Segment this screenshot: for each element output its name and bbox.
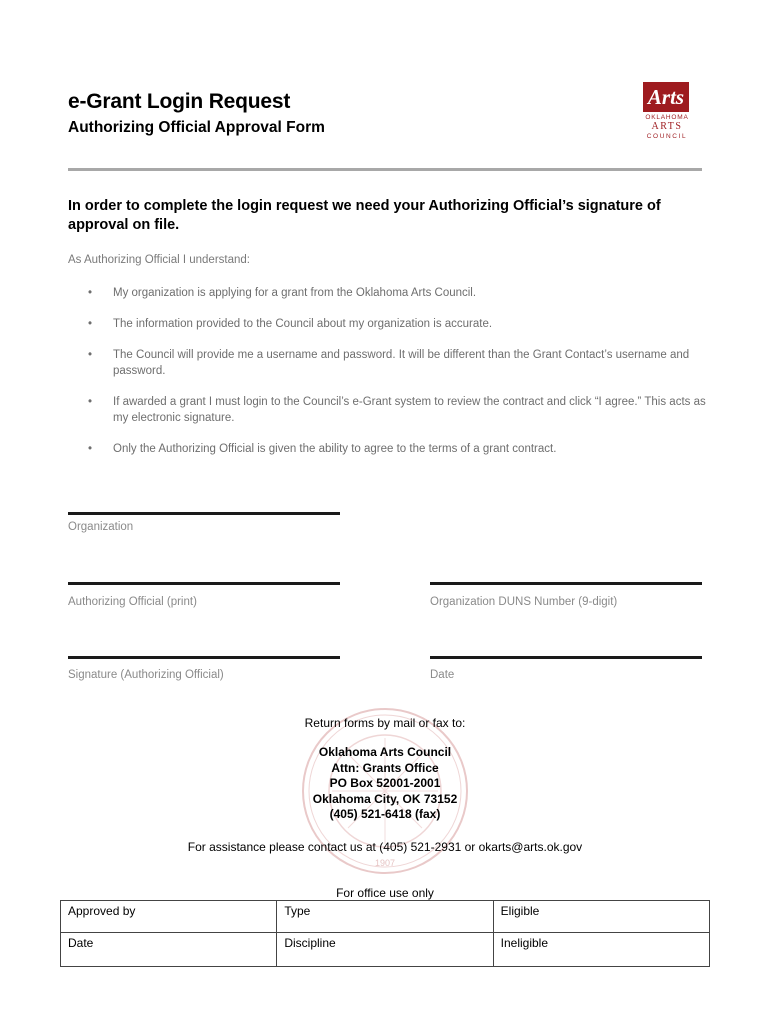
table-row <box>61 933 710 967</box>
assistance-contact: For assistance please contact us at (405) 521-2931 or okarts@arts.ok.gov <box>187 840 583 854</box>
intro-lead: As Authorizing Official I understand: <box>68 254 250 266</box>
office-cell-type[interactable]: Type <box>277 901 493 933</box>
list-item: • If awarded a grant I must login to the Council’s e-Grant system to review the contract and click “I agree.” This acts as my electronic signature. <box>88 394 708 426</box>
page-title: e-Grant Login Request <box>68 90 291 113</box>
address-line: Oklahoma Arts Council <box>318 745 452 759</box>
header-divider <box>68 168 702 171</box>
office-cell-discipline[interactable]: Discipline <box>277 933 493 967</box>
address-line: Oklahoma City, OK 73152 <box>312 791 458 806</box>
organization-label: Organization <box>68 521 134 533</box>
organization-field[interactable] <box>68 512 340 515</box>
duns-label: Organization DUNS Number (9-digit) <box>430 596 618 608</box>
office-cell-ineligible[interactable]: Ineligible <box>493 933 709 967</box>
logo-line-oklahoma: OKLAHOMA <box>645 114 689 121</box>
official-print-label: Authorizing Official (print) <box>68 596 197 608</box>
address-line: Attn: Grants Office <box>331 760 439 775</box>
office-cell-date[interactable]: Date <box>61 933 277 967</box>
list-item: • The information provided to the Council about my organization is accurate. <box>88 316 708 332</box>
list-item: • Only the Authorizing Official is given the ability to agree to the terms of a grant contract. <box>88 441 708 457</box>
office-cell-approved-by[interactable]: Approved by <box>61 901 277 933</box>
return-caption: Return forms by mail or fax to: <box>304 716 466 730</box>
address-line: PO Box 52001-2001 <box>329 776 441 790</box>
list-item: • My organization is applying for a grant from the Oklahoma Arts Council. <box>88 285 708 301</box>
date-label: Date <box>430 669 455 681</box>
duns-field[interactable] <box>430 582 702 585</box>
intro-heading: In order to complete the login request we need your Authorizing Official’s signature of approval on file. <box>68 198 661 233</box>
logo-mark: Arts <box>643 82 689 112</box>
understanding-list <box>88 285 708 472</box>
logo-line-arts: ARTS <box>651 121 683 132</box>
office-use-table <box>60 900 710 967</box>
office-use-caption: For office use only <box>336 886 434 900</box>
mailing-address <box>0 745 770 823</box>
oklahoma-arts-council-logo <box>643 82 693 142</box>
office-cell-eligible[interactable]: Eligible <box>493 901 709 933</box>
table-row <box>61 901 710 933</box>
signature-field[interactable] <box>68 656 340 659</box>
seal-year: 1907 <box>374 858 396 868</box>
logo-line-council: COUNCIL <box>646 133 688 140</box>
list-item: • The Council will provide me a username and password. It will be different than the Grant Contact’s username and password. <box>88 347 708 379</box>
date-field[interactable] <box>430 656 702 659</box>
signature-label: Signature (Authorizing Official) <box>68 669 224 681</box>
address-line: (405) 521-6418 (fax) <box>329 807 441 821</box>
official-print-field[interactable] <box>68 582 340 585</box>
page-subtitle: Authorizing Official Approval Form <box>68 119 325 136</box>
